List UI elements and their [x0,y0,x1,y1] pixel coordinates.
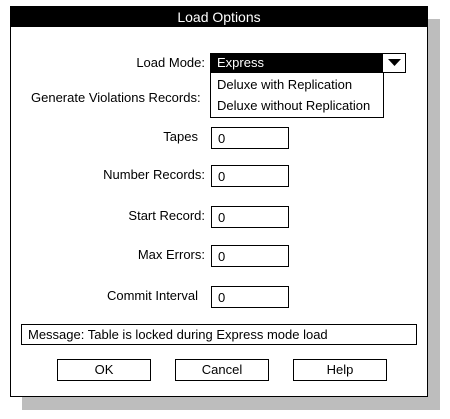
load-mode-option-deluxe-with-replication[interactable]: Deluxe with Replication [217,77,353,92]
load-mode-options-list [210,72,384,118]
tapes-input[interactable] [211,127,289,149]
load-options-dialog [10,6,428,397]
help-button[interactable]: Help [293,359,387,381]
max-errors-input[interactable] [211,245,289,267]
commit-interval-label: Commit Interval [106,288,198,303]
load-mode-dropdown-button[interactable] [384,54,405,72]
dialog-title: Load Options [11,7,427,27]
number-records-input[interactable] [211,165,289,187]
load-mode-option-deluxe-without-replication[interactable]: Deluxe without Replication [217,98,371,113]
status-message: Message: Table is locked during Express mode load [21,324,417,345]
number-records-label: Number Records: [103,167,205,182]
chevron-down-icon [388,59,401,67]
ok-button[interactable]: OK [57,359,151,381]
cancel-button[interactable]: Cancel [175,359,269,381]
commit-interval-input[interactable] [211,286,289,308]
max-errors-label: Max Errors: [137,247,205,262]
tapes-label: Tapes [163,129,198,144]
load-mode-label: Load Mode: [136,55,205,70]
generate-violations-label: Generate Violations Records: [31,90,201,105]
load-mode-select[interactable] [210,53,406,73]
load-mode-selected-value[interactable]: Express [211,54,383,72]
start-record-label: Start Record: [128,208,205,223]
start-record-input[interactable] [211,206,289,228]
